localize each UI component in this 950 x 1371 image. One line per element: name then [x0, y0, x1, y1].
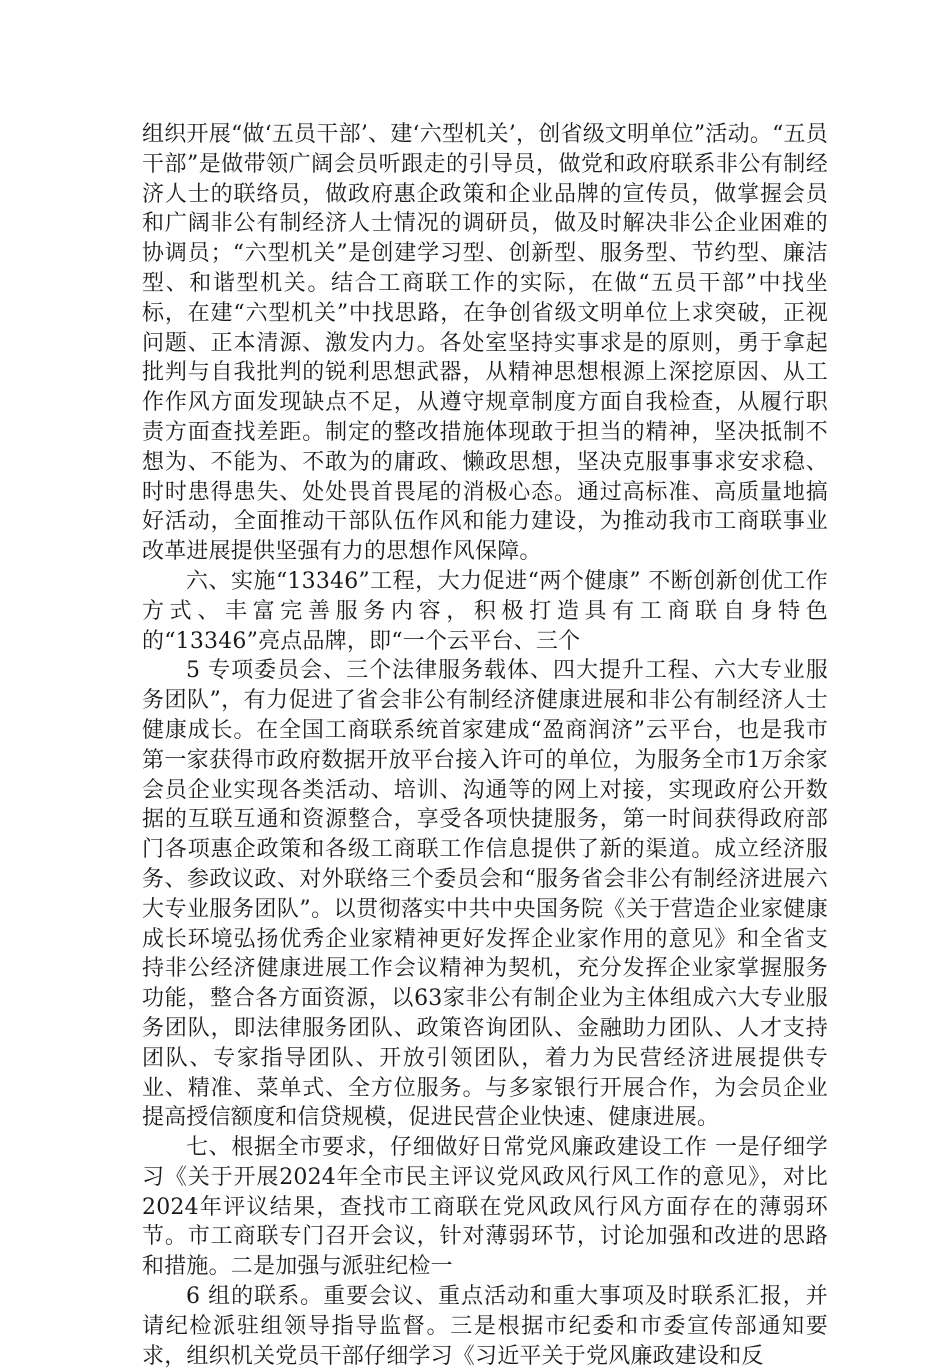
paragraph-13346-project: 5 专项委员会、三个法律服务载体、四大提升工程、六大专业服务团队”，有力促进了省会非公有制经济健康进展和非公有制经济人士健康成长。在全国工商联系统首家建成“盈商润济”云平台，也是我市第一家获得市政府数据开放平台接入许可的单位，为服务全市1万余家会员企业实现各类活动、培训、沟通等的网上对接，实现政府公开数据的互联互通和资源整合，享受各项快捷服务，第一时间获得政府部门各项惠企政策和各级工商联工作信息提供了新的渠道。成立经济服务、参政议政、对外联络三个委员会和“服务省会非公有制经济进展六大专业服务团队”。以贯彻落实中共中央国务院《关于营造企业家健康成长环境弘扬优秀企业家精神更好发挥企业家作用的意见》和全省支持非公经济健康进展工作会议精神为契机，充分发挥企业家掌握服务功能，整合各方面资源，以63家非公有制企业为主体组成六大专业服务团队，即法律服务团队、政策咨询团队、金融助力团队、人才支持团队、专家指导团队、开放引领团队，着力为民营经济进展提供专业、精准、菜单式、全方位服务。与多家银行开展合作，为会员企业提高授信额度和信贷规模，促进民营企业快速、健康进展。	[142, 658, 828, 1131]
paragraph-discipline-liaison: 6 组的联系。重要会议、重点活动和重大事项及时联系汇报，并请纪检派驻组领导指导监督。三是根据市纪委和市委宣传部通知要求，组织机关党员干部仔细学习《习近平关于党风廉政建设和反	[142, 1284, 828, 1369]
paragraph-section-seven: 七、根据全市要求，仔细做好日常党风廉政建设工作 一是仔细学习《关于开展2024年全市民主评议党风政风行风工作的意见》，对比2024年评议结果，查找市工商联在党风政风行风方面存在的薄弱环节。市工商联专门召开会议，针对薄弱环节，讨论加强和改进的思路和措施。二是加强与派驻纪检一	[142, 1135, 828, 1280]
document-body	[142, 120, 828, 1371]
paragraph-wenming-activity: 组织开展“做‘五员干部’、建‘六型机关’，创省级文明单位”活动。“五员干部”是做带领广阔会员听跟走的引导员，做党和政府联系非公有制经济人士的联络员，做政府惠企政策和企业品牌的宣传员，做掌握会员和广阔非公有制经济人士情况的调研员，做及时解决非公企业困难的协调员；“六型机关”是创建学习型、创新型、服务型、节约型、廉洁型、和谐型机关。结合工商联工作的实际，在做“五员干部”中找坐标，在建“六型机关”中找思路，在争创省级文明单位上求突破，正视问题、正本清源、激发内力。各处室坚持实事求是的原则，勇于拿起批判与自我批判的锐利思想武器，从精神思想根源上深挖原因、从工作作风方面发现缺点不足，从遵守规章制度方面自我检查，从履行职责方面查找差距。制定的整改措施体现敢于担当的精神，坚决抵制不想为、不能为、不敢为的庸政、懒政思想，坚决克服事事求安求稳、时时患得患失、处处畏首畏尾的消极心态。通过高标准、高质量地搞好活动，全面推动干部队伍作风和能力建设，为推动我市工商联事业改革进展提供坚强有力的思想作风保障。	[142, 122, 828, 565]
paragraph-section-six: 六、实施“13346”工程，大力促进“两个健康” 不断创新创优工作方式、丰富完善服务内容，积极打造具有工商联自身特色的“13346”亮点品牌，即“一个云平台、三个	[142, 568, 828, 654]
